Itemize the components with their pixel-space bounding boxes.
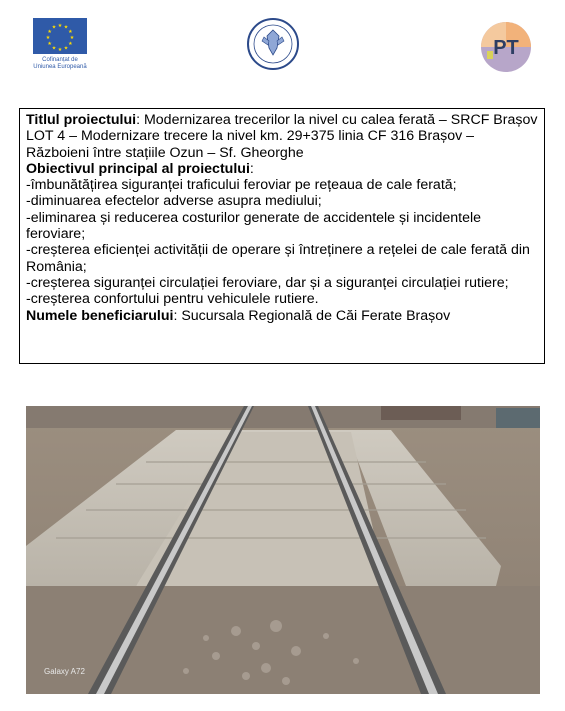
objective-heading: [26, 161, 538, 177]
beneficiary-value: : Sucursala Regională de Căi Ferate Brașov: [173, 307, 451, 324]
svg-text:★: ★: [57, 23, 63, 29]
objective-item: -diminuarea efectelor adverse asupra mediului;: [26, 193, 322, 210]
project-title: [26, 112, 538, 128]
svg-text:★: ★: [69, 35, 75, 41]
svg-text:★: ★: [51, 24, 57, 31]
svg-text:★: ★: [63, 24, 69, 31]
railway-crossing-photo: [26, 406, 540, 694]
eu-logo: [30, 18, 90, 71]
svg-text:★: ★: [45, 35, 51, 41]
pt-logo: [480, 21, 532, 73]
objective-item: -creșterea siguranței circulației feroviare, dar și a siguranței circulației rutiere;: [26, 274, 509, 291]
eu-caption-line1: Cofinanțat de: [42, 57, 78, 63]
svg-text:PT: PT: [493, 37, 519, 59]
objective-item: -creșterea confortului pentru vehiculele rutiere.: [26, 291, 319, 308]
eu-caption-line2: Uniunea Europeană: [33, 64, 87, 70]
title-value: : Modernizarea trecerilor la nivel cu calea ferată – SRCF Brașov: [136, 112, 538, 128]
svg-text:★: ★: [68, 41, 73, 47]
svg-text:★: ★: [57, 47, 63, 53]
photo-watermark: Galaxy A72: [44, 667, 85, 676]
government-seal-logo: [246, 17, 300, 71]
objective-item: -îmbunătățirea siguranței traficului feroviar pe rețeaua de cale ferată;: [26, 177, 457, 194]
project-info-box: [19, 108, 545, 364]
objective-item: -eliminarea și reducerea costurilor generate de accidentele și incidentele feroviare;: [26, 209, 482, 243]
lot-text: LOT 4 – Modernizare trecere la nivel km. 29+375 linia CF 316 Brașov – Războieni între stațiile Ozun – Sf. Gheorghe: [26, 128, 475, 161]
eu-flag-icon: [33, 18, 87, 54]
svg-text:★: ★: [51, 45, 57, 52]
svg-text:★: ★: [47, 29, 52, 35]
svg-text:★: ★: [63, 45, 69, 52]
objective-label: Obiectivul principal al proiectului: [26, 160, 250, 177]
objective-item: -creșterea eficienței activității de operare și întreținere a rețelei de cale ferată din România;: [26, 242, 530, 275]
svg-text:★: ★: [47, 41, 52, 47]
eu-caption: [30, 57, 90, 71]
beneficiary-label: Numele beneficiarului: [26, 307, 174, 324]
title-label: Titlul proiectului: [26, 112, 137, 128]
beneficiary: [26, 308, 538, 324]
svg-text:★: ★: [68, 29, 73, 35]
objective-colon: :: [249, 160, 254, 177]
